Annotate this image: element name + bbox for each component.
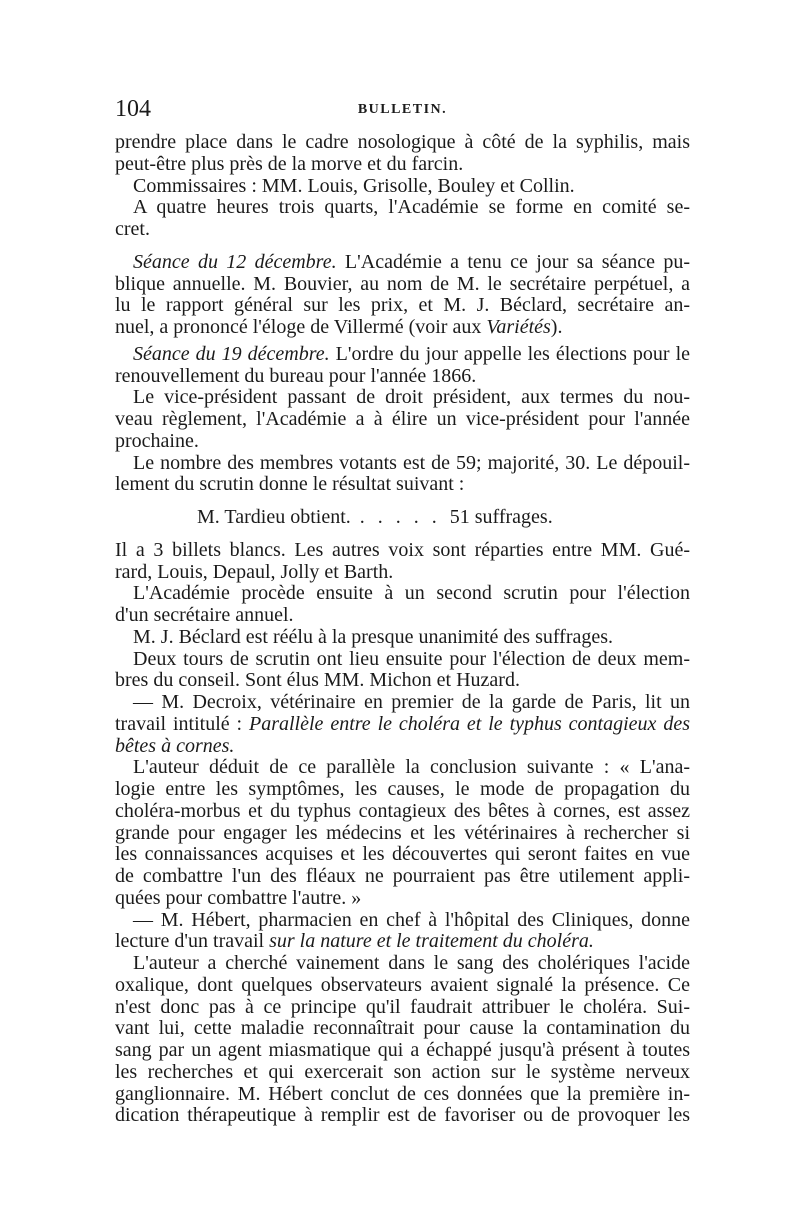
- text-line: de combattre l'un des fléaux ne pourraient pas être utilement appli-: [115, 865, 690, 887]
- text-line: Commissaires : MM. Louis, Grisolle, Bouley et Collin.: [133, 174, 575, 197]
- text-line: renouvellement du bureau pour l'année 1866.: [115, 364, 477, 387]
- text-line: [115, 317, 690, 339]
- text-line: rard, Louis, Depaul, Jolly et Barth.: [115, 560, 394, 583]
- text-line: les connaissances acquises et les découvertes qui seront faites en vue: [115, 843, 690, 866]
- text-line: cret.: [115, 218, 150, 240]
- text-line: ganglionnaire. M. Hébert conclut de ces données que la première in-: [115, 1082, 690, 1105]
- text-line: n'est donc pas à ce principe qu'il faudrait attribuer le choléra. Sui-: [115, 995, 690, 1018]
- vote-result: [115, 507, 690, 529]
- text-line: Deux tours de scrutin ont lieu ensuite pour l'élection de deux mem-: [133, 647, 690, 670]
- text-line: prochaine.: [115, 429, 199, 452]
- work-title: Parallèle entre le choléra et le typhus contagieux des: [249, 712, 690, 735]
- text-line: logie entre les symptômes, les causes, le mode de propagation du: [115, 778, 690, 800]
- text-line: lu le rapport général sur les prix, et M. J. Béclard, secrétaire an-: [115, 294, 690, 317]
- candidate-name: M. Tardieu obtient.: [197, 506, 351, 528]
- text-line: — M. Decroix, vétérinaire en premier de la garde de Paris, lit un: [133, 691, 690, 713]
- work-title: sur la nature et le traitement du choléra.: [269, 930, 594, 953]
- text-line: bres du conseil. Sont élus MM. Michon et Huzard.: [115, 669, 520, 692]
- running-title: BULLETIN.: [357, 102, 448, 117]
- text-line: choléra-morbus et du typhus contagieux des bêtes à cornes, est assez: [115, 799, 690, 822]
- text-line: les recherches et qui exercerait son action sur le système nerveux: [115, 1060, 690, 1083]
- session-date: Séance du 19 décembre.: [133, 342, 330, 365]
- vote-count: 51 suffrages.: [449, 506, 553, 528]
- text-span: ).: [550, 316, 563, 338]
- text-line: Le vice-président passant de droit président, aux termes du nou-: [133, 386, 690, 409]
- text-line: — M. Hébert, pharmacien en chef à l'hôpital des Cliniques, donne: [133, 908, 690, 931]
- text-line: Le nombre des membres votants est de 59; majorité, 30. Le dépouil-: [133, 451, 690, 474]
- text-line: veau règlement, l'Académie a à élire un vice-président pour l'année: [115, 408, 690, 430]
- text-line: A quatre heures trois quarts, l'Académie se forme en comité se-: [133, 196, 690, 219]
- text-line: grande pour engager les médecins et les vétérinaires à rechercher si: [115, 821, 690, 844]
- text-line: d'un secrétaire annuel.: [115, 604, 294, 626]
- text-line: [115, 714, 690, 736]
- text-line: peut-être plus près de la morve et du farcin.: [115, 152, 464, 175]
- text-span: travail intitulé :: [115, 712, 249, 735]
- text-line: dication thérapeutique à remplir est de favoriser ou de provoquer les: [115, 1104, 690, 1127]
- text-line: [115, 252, 690, 274]
- text-line: Il a 3 billets blancs. Les autres voix sont réparties entre MM. Gué-: [115, 538, 690, 561]
- text-line: L'auteur a cherché vainement dans le sang des cholériques l'acide: [133, 952, 690, 974]
- text-line: lement du scrutin donne le résultat suivant :: [115, 473, 465, 496]
- text-line: L'auteur déduit de ce parallèle la conclusion suivante : « L'ana-: [133, 756, 690, 779]
- text-line: sang par un agent miasmatique qui a échappé jusqu'à présent à toutes: [115, 1039, 690, 1061]
- text-body: [115, 132, 690, 1127]
- page-number: 104: [115, 96, 151, 122]
- italic-reference: Variétés: [486, 316, 551, 338]
- text-line: blique annuelle. M. Bouvier, au nom de M. le secrétaire perpétuel, a: [115, 272, 690, 295]
- text-line: vant lui, cette maladie reconnaîtrait pour cause la contamination du: [115, 1017, 690, 1040]
- text-line: [115, 931, 690, 953]
- text-span: L'Académie a tenu ce jour sa séance pu-: [336, 250, 691, 273]
- text-span: L'ordre du jour appelle les élections pour le: [329, 342, 690, 365]
- text-line: oxalique, dont quelques observateurs avaient signalé la présence. Ce: [115, 973, 690, 996]
- text-line: [115, 344, 690, 366]
- text-span: nuel, a prononcé l'éloge de Villermé (voir aux: [115, 316, 487, 338]
- page-header: [115, 96, 690, 126]
- text-line: quées pour combattre l'autre. »: [115, 886, 362, 909]
- work-title: bêtes à cornes.: [115, 734, 235, 757]
- text-line: M. J. Béclard est réélu à la presque unanimité des suffrages.: [133, 625, 614, 648]
- text-span: lecture d'un travail: [115, 930, 270, 953]
- text-line: prendre place dans le cadre nosologique à côté de la syphilis, mais: [115, 131, 690, 153]
- text-line: [115, 736, 690, 758]
- text-line: L'Académie procède ensuite à un second scrutin pour l'élection: [133, 582, 690, 605]
- session-date: Séance du 12 décembre.: [133, 250, 337, 273]
- leader-dots: . . . . .: [350, 506, 450, 528]
